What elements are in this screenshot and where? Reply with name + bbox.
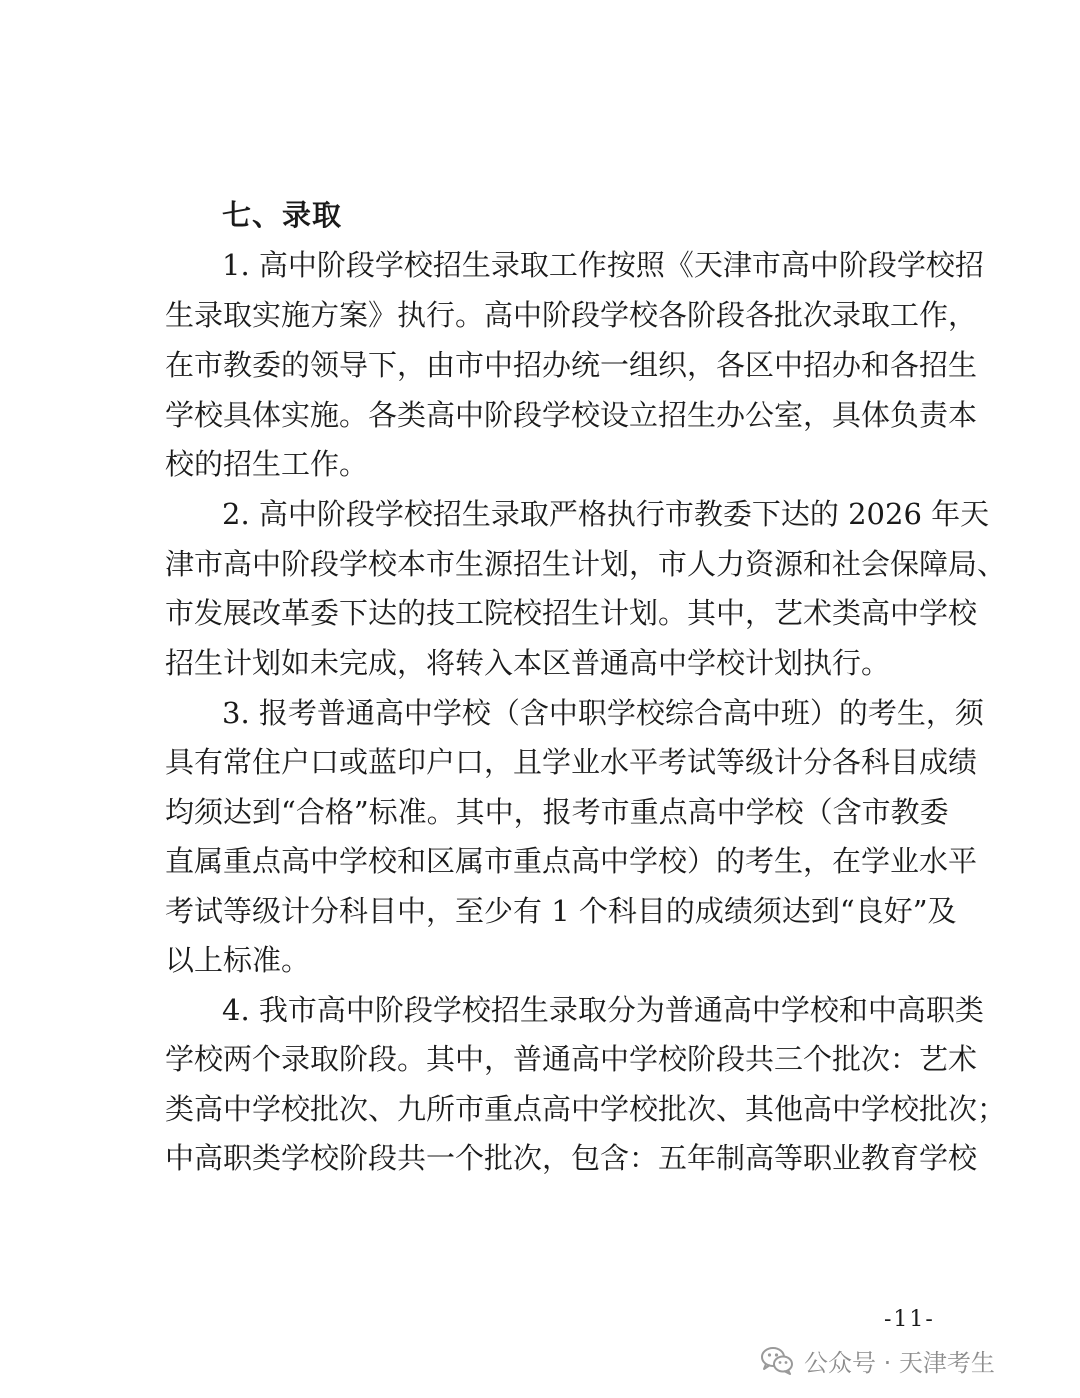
paragraph-3-line-3: 均须达到“合格”标准。其中，报考市重点高中学校（含市教委 — [165, 795, 949, 829]
paragraph-1-line-1: 1. 高中阶段学校招生录取工作按照《天津市高中阶段学校招 — [222, 248, 984, 282]
paragraph-4-line-4: 中高职类学校阶段共一个批次，包含：五年制高等职业教育学校 — [165, 1141, 978, 1175]
paragraph-3-line-1: 3. 报考普通高中学校（含中职学校综合高中班）的考生，须 — [222, 696, 984, 730]
paragraph-3-line-6: 以上标准。 — [165, 943, 311, 977]
paragraph-4-line-1: 4. 我市高中阶段学校招生录取分为普通高中学校和中高职类 — [222, 993, 984, 1027]
paragraph-1-line-4: 学校具体实施。各类高中阶段学校设立招生办公室，具体负责本 — [165, 398, 978, 432]
paragraph-1-line-5: 校的招生工作。 — [165, 447, 369, 481]
paragraph-2-line-4: 招生计划如未完成，将转入本区普通高中学校计划执行。 — [165, 646, 891, 680]
paragraph-3-line-5: 考试等级计分科目中，至少有 1 个科目的成绩须达到“良好”及 — [165, 894, 957, 928]
paragraph-1-line-2: 生录取实施方案》执行。高中阶段学校各阶段各批次录取工作， — [165, 298, 978, 332]
paragraph-1-line-3: 在市教委的领导下，由市中招办统一组织，各区中招办和各招生 — [165, 348, 978, 382]
paragraph-3-line-2: 具有常住户口或蓝印户口，且学业水平考试等级计分各科目成绩 — [165, 745, 978, 779]
paragraph-4-line-3: 类高中学校批次、九所市重点高中学校批次、其他高中学校批次； — [165, 1092, 1007, 1126]
watermark — [760, 1338, 995, 1382]
paragraph-2-line-1: 2. 高中阶段学校招生录取严格执行市教委下达的 2026 年天 — [222, 497, 990, 531]
paragraph-4-line-2: 学校两个录取阶段。其中，普通高中学校阶段共三个批次：艺术 — [165, 1042, 978, 1076]
paragraph-2-line-2: 津市高中阶段学校本市生源招生计划，市人力资源和社会保障局、 — [165, 547, 1007, 581]
section-title: 七、录取 — [222, 198, 343, 232]
watermark-text: 公众号 · 天津考生 — [804, 1348, 995, 1377]
page-number: -11- — [884, 1307, 935, 1332]
wechat-icon — [760, 1345, 794, 1375]
paragraph-2-line-3: 市发展改革委下达的技工院校招生计划。其中，艺术类高中学校 — [165, 596, 978, 630]
paragraph-3-line-4: 直属重点高中学校和区属市重点高中学校）的考生，在学业水平 — [165, 844, 978, 878]
